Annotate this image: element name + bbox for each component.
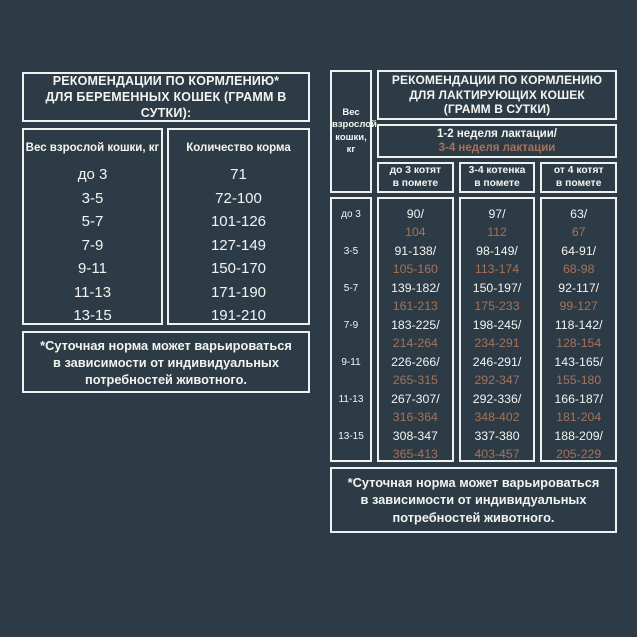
weight-label: 13-15	[338, 431, 364, 442]
weeks-1-2-value: 90/	[406, 207, 424, 221]
weeks-1-2-value: 143-165/	[554, 355, 603, 369]
weeks-3-4-value: 99-127	[559, 299, 598, 313]
weight-label: 5-7	[343, 283, 359, 294]
weight-column-header	[330, 70, 377, 193]
weight-column-header: Вес взрослой кошки, кг	[25, 142, 160, 154]
weeks-1-2-value: 166-187/	[554, 392, 603, 406]
footnote-line: потребностей животного.	[392, 509, 555, 525]
data-cell	[461, 390, 534, 427]
lactating-table-title	[377, 70, 617, 120]
weeks-1-2-value: 226-266/	[391, 355, 440, 369]
data-cell	[542, 205, 615, 242]
data-column-from-4-kittens	[540, 197, 617, 462]
weeks-3-4-value: 68-98	[562, 262, 595, 276]
food-amount-value: 127-149	[210, 236, 267, 254]
weeks-3-4-value: 155-180	[556, 373, 602, 387]
pregnant-title-line1: РЕКОМЕНДАЦИИ ПО КОРМЛЕНИЮ*	[52, 74, 280, 88]
weeks-1-2-value: 198-245/	[472, 318, 522, 332]
food-amount-column-header: Количество корма	[186, 142, 291, 154]
footnote-line: потребностей животного.	[85, 371, 247, 387]
weeks-1-2-value: 97/	[488, 207, 506, 221]
weight-value: 9-11	[78, 260, 107, 277]
weight-label: 3-5	[343, 246, 359, 257]
weight-values-column	[330, 197, 372, 462]
data-cell	[542, 390, 615, 427]
footnote-line: *Суточная норма может варьироваться	[40, 337, 292, 353]
weight-column	[22, 128, 163, 325]
weeks-3-4-value: 265-315	[392, 373, 438, 387]
weight-value: 5-7	[81, 213, 104, 230]
footnote-line: *Суточная норма может варьироваться	[347, 474, 600, 490]
weeks-1-2-value: 63/	[570, 207, 588, 221]
kitten-count-headers	[377, 162, 617, 193]
weeks-3-4-value: 214-264	[392, 336, 438, 350]
data-cell	[379, 316, 452, 353]
lactation-weeks-header	[377, 124, 617, 158]
lactating-feeding-table	[330, 70, 617, 533]
data-cell	[379, 390, 452, 427]
weeks-1-2-value: 292-336/	[472, 392, 522, 406]
data-cell	[461, 205, 534, 242]
pregnant-feeding-table	[22, 72, 310, 393]
weeks-3-4-value: 234-291	[474, 336, 520, 350]
weeks-3-4-value: 67	[571, 225, 586, 239]
weeks-3-4-value: 205-229	[556, 447, 602, 461]
footnote-line: в зависимости от индивидуальных	[53, 354, 279, 370]
weeks-1-2-value: 98-149/	[476, 244, 518, 258]
food-amount-value: 101-126	[210, 213, 267, 230]
weeks-1-2-value: 267-307/	[391, 392, 440, 406]
data-cell	[461, 316, 534, 353]
weeks-3-4-value: 316-364	[392, 410, 438, 424]
column-header-line: от 4 котят	[553, 165, 604, 176]
food-amount-column	[167, 128, 310, 325]
pregnant-table-footnote	[22, 331, 310, 393]
weeks-1-2-value: 183-225/	[391, 318, 440, 332]
weight-label: до 3	[341, 209, 361, 220]
weeks-3-4-value: 181-204	[556, 410, 602, 424]
data-cell	[542, 316, 615, 353]
data-cell	[542, 279, 615, 316]
data-cell	[379, 279, 452, 316]
lactating-title-line1: РЕКОМЕНДАЦИИ ПО КОРМЛЕНИЮ	[391, 73, 603, 88]
data-cell	[542, 242, 615, 279]
weight-value: 7-9	[81, 236, 104, 254]
column-header-3-4-kittens	[459, 162, 536, 193]
weeks-3-4-value: 292-347	[474, 373, 520, 387]
lactating-table-data-zone	[330, 197, 617, 462]
data-cell	[461, 242, 534, 279]
food-amount-value: 171-190	[210, 283, 267, 301]
weight-label: 11-13	[338, 394, 364, 405]
footnote-line: в зависимости от индивидуальных	[360, 492, 587, 508]
weeks-3-4-value: 403-457	[474, 447, 520, 461]
data-column-3-4-kittens	[459, 197, 536, 462]
weeks-3-4-value: 161-213	[392, 299, 438, 313]
lactating-table-footnote	[330, 467, 617, 533]
weight-label: 9-11	[341, 357, 361, 368]
weeks-1-2-value: 337-380	[474, 429, 520, 443]
weeks-3-4-value: 128-154	[556, 336, 602, 350]
weight-label: 7-9	[343, 320, 359, 331]
weight-value: 11-13	[73, 283, 112, 301]
weeks-1-2-value: 64-91/	[561, 244, 597, 258]
food-amount-value: 150-170	[210, 260, 267, 277]
weight-header-line: кошки,	[335, 131, 367, 143]
lactating-table-header-stack	[377, 70, 617, 193]
weeks-3-4-label: 3-4 неделя лактации	[438, 142, 556, 154]
food-amount-value: 191-210	[210, 307, 267, 324]
weeks-1-2-value: 139-182/	[391, 281, 440, 295]
weeks-3-4-value: 113-174	[474, 262, 520, 276]
column-header-line: в помете	[474, 177, 520, 189]
weeks-1-2-value: 91-138/	[394, 244, 437, 258]
column-header-line: 3-4 котенка	[468, 165, 526, 176]
data-cell	[461, 353, 534, 390]
weeks-3-4-value: 365-413	[392, 447, 438, 461]
weight-value: 13-15	[73, 307, 112, 324]
data-cell	[461, 279, 534, 316]
pregnant-table-body	[22, 128, 310, 325]
data-cell	[542, 353, 615, 390]
weeks-3-4-value: 105-160	[392, 262, 438, 276]
data-cell	[379, 353, 452, 390]
weight-header-line: Вес	[342, 106, 360, 118]
weight-value: до 3	[77, 166, 108, 183]
weeks-1-2-value: 308-347	[392, 429, 438, 443]
column-header-line: в помете	[392, 177, 439, 189]
data-column-up-to-3-kittens	[377, 197, 454, 462]
column-header-line: до 3 котят	[389, 165, 442, 176]
lactating-title-line3: (ГРАММ В СУТКИ)	[443, 102, 551, 117]
data-cell	[379, 427, 452, 464]
weeks-1-2-value: 92-117/	[558, 281, 600, 295]
weeks-3-4-value: 112	[487, 225, 507, 239]
lactating-table-header-zone	[330, 70, 617, 193]
weeks-1-2-value: 188-209/	[554, 429, 603, 443]
weeks-3-4-value: 175-233	[474, 299, 520, 313]
food-amount-value: 71	[230, 166, 247, 183]
weeks-1-2-value: 118-142/	[554, 318, 603, 332]
data-cell	[461, 427, 534, 464]
weeks-1-2-value: 246-291/	[472, 355, 522, 369]
column-header-up-to-3-kittens	[377, 162, 454, 193]
column-header-line: в помете	[555, 177, 602, 189]
food-amount-value: 72-100	[215, 189, 262, 207]
data-cell	[379, 242, 452, 279]
weight-header-line: кг	[346, 144, 356, 155]
weeks-3-4-value: 348-402	[474, 410, 520, 424]
weight-header-line: взрослой	[332, 119, 377, 130]
weeks-1-2-label: 1-2 неделя лактации/	[437, 127, 557, 140]
pregnant-title-line2: ДЛЯ БЕРЕМЕННЫХ КОШЕК (ГРАММ В СУТКИ):	[45, 90, 287, 120]
column-header-from-4-kittens	[540, 162, 617, 193]
weeks-1-2-value: 150-197/	[472, 281, 522, 295]
weight-value: 3-5	[81, 189, 104, 207]
data-cell	[542, 427, 615, 464]
pregnant-table-title	[22, 72, 310, 122]
weeks-3-4-value: 104	[405, 225, 426, 239]
lactating-title-line2: ДЛЯ ЛАКТИРУЮЩИХ КОШЕК	[409, 87, 585, 102]
data-cell	[379, 205, 452, 242]
